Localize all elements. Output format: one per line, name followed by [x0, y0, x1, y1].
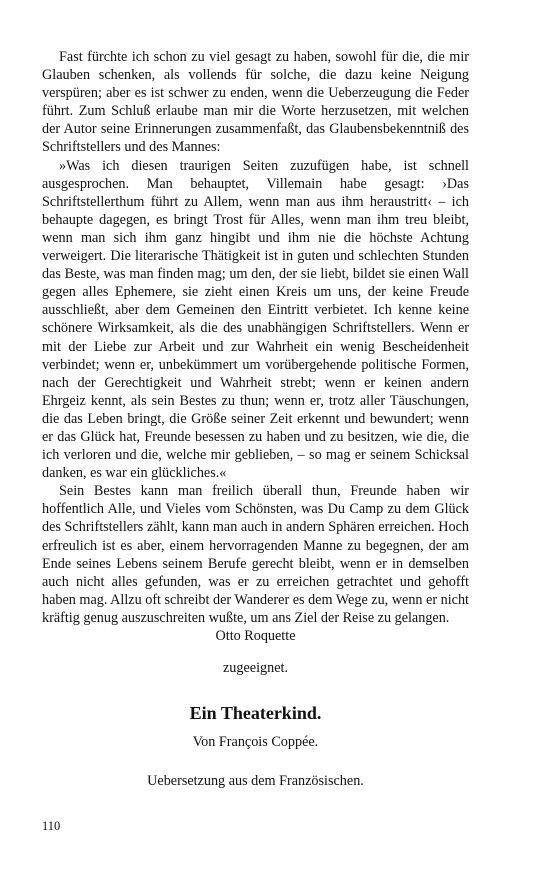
book-page: [42, 48, 469, 790]
translation-note: Uebersetzung aus dem Französischen.: [147, 773, 364, 789]
story-title: Ein Theaterkind.: [189, 703, 322, 723]
page-number: 110: [42, 819, 61, 833]
body-paragraph-1: Fast fürchte ich schon zu viel gesagt zu haben, sowohl für die, die mir Glauben schenken, als vollends für solche, die dazu keine Neigung verspüren; aber es ist schwer zu enden, wenn die Ueberzeugung die Feder führt. Zum Schluß erlaube man mir die Worte herzusetzen, mit welchen der Autor seine Erinnerungen zusammenfaßt, das Glaubensbekenntniß des Schriftstellers und des Mannes:: [42, 49, 469, 156]
story-byline: Von François Coppée.: [192, 734, 319, 750]
body-paragraph-quote: »Was ich diesen traurigen Seiten zuzufügen habe, ist schnell ausgesprochen. Man behauptet, Villemain habe gesagt: ›Das Schriftstellerthum führt zu Allem, wenn man aus ihm heraustritt‹ – ich behaupte dagegen, es bringt Trost für Alles, wenn man ihm treu bleibt, wenn man sich ihm ganz hingibt und ihm nie die höchste Achtung verweigert. Die literarische Thätigkeit ist in guten und schlechten Stunden das Beste, was man finden mag; um den, der sie liebt, bildet sie einen Wall gegen alles Ephemere, sie zieht einen Kreis um uns, der keine Freude ausschließt, aber dem Gemeinen den Eintritt verbietet. Ich kenne keine schönere Wirksamkeit, als die des unabhängigen Schriftstellers. Wenn er mit der Liebe zur Arbeit und zur Wahrheit ein wenig Bescheidenheit verbindet; wenn er, unbekümmert um vorübergehende politische Formen, nach der Gerechtigkeit und Wahrheit strebt; wenn er keinen andern Ehrgeiz kennt, als sein Bestes zu thun; wenn er, trotz aller Täuschungen, die das Leben bringt, die Größe seiner Zeit erkennt und bewundert; wenn er das Glück hat, Freunde besessen zu haben und zu besitzen, wie die, die ich verloren und die, welche mir geblieben, – so mag er seinem Schicksal danken, es war ein glückliches.«: [42, 157, 469, 482]
body-paragraph-3: Sein Bestes kann man freilich überall thun, Freunde haben wir hoffentlich Alle, und Vieles vom Schönsten, was Du Camp zu dem Glück des Schriftstellers zählt, kann man auch in andern Sphären erreichen. Hoch erfreulich ist es aber, einem hervorragenden Manne zu begegnen, der am Ende seines Lebens seinem Berufe gerecht bleibt, wenn er in demselben auch nicht alles gefunden, was er zu erreichen getrachtet und gehofft haben mag. Allzu oft schreibt der Wanderer es dem Wege zu, wenn er nicht kräftig genug auszuschreiten wußte, um ans Ziel der Reise zu gelangen.: [42, 483, 469, 626]
author-signature: Otto Roquette: [215, 628, 296, 644]
dedication-line: zugeeignet.: [223, 660, 288, 676]
